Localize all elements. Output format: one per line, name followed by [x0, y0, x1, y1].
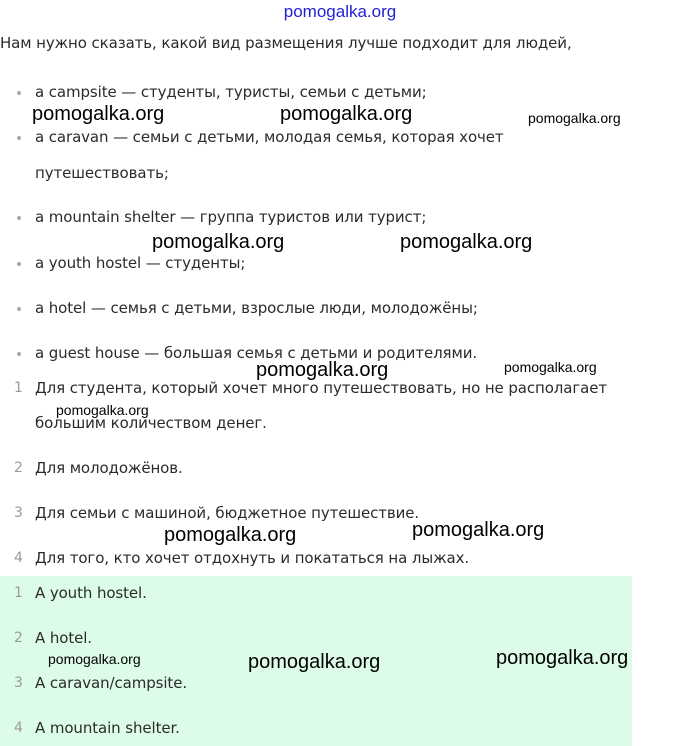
task-number: 1	[14, 380, 23, 396]
answer-number: 3	[14, 675, 23, 691]
bullet-dot	[17, 307, 21, 311]
watermark: pomogalka.org	[400, 231, 533, 253]
watermark: pomogalka.org	[32, 103, 165, 125]
task-text: большим количеством денег.	[35, 414, 267, 432]
bullet-dot	[17, 262, 21, 266]
watermark: pomogalka.org	[48, 651, 141, 667]
bullet-dot	[17, 136, 21, 140]
answer-number: 4	[14, 720, 23, 736]
intro-text: Нам нужно сказать, какой вид размещения лучше подходит для людей,	[0, 34, 572, 52]
list-item-text: a youth hostel — студенты;	[35, 254, 246, 272]
watermark: pomogalka.org	[528, 110, 621, 126]
answer-text: A youth hostel.	[35, 584, 147, 602]
task-number: 3	[14, 505, 23, 521]
task-text: Для студента, который хочет много путешествовать, но не располагает	[35, 379, 608, 397]
watermark: pomogalka.org	[256, 359, 389, 381]
bullet-dot	[17, 352, 21, 356]
answer-text: A caravan/campsite.	[35, 674, 187, 692]
list-item-text: путешествовать;	[35, 164, 169, 182]
bullet-dot	[17, 91, 21, 95]
list-item-text: a hotel — семья с детьми, взрослые люди, молодожёны;	[35, 299, 478, 317]
task-text: Для того, кто хочет отдохнуть и покататься на лыжах.	[35, 549, 470, 567]
watermark: pomogalka.org	[280, 103, 413, 125]
answer-text: A hotel.	[35, 629, 92, 647]
bullet-dot	[17, 216, 21, 220]
task-number: 2	[14, 460, 23, 476]
watermark: pomogalka.org	[56, 402, 149, 418]
watermark: pomogalka.org	[248, 651, 381, 673]
watermark: pomogalka.org	[152, 231, 285, 253]
answer-text: A mountain shelter.	[35, 719, 180, 737]
list-item-text: a caravan — семьи с детьми, молодая семья, которая хочет	[35, 128, 504, 146]
list-item-text: a campsite — студенты, туристы, семьи с детьми;	[35, 83, 427, 101]
watermark: pomogalka.org	[504, 359, 597, 375]
site-header[interactable]: pomogalka.org	[283, 2, 397, 21]
watermark: pomogalka.org	[496, 647, 629, 669]
list-item-text: a mountain shelter — группа туристов или турист;	[35, 208, 427, 226]
task-text: Для молодожёнов.	[35, 459, 183, 477]
answer-number: 1	[14, 585, 23, 601]
task-number: 4	[14, 550, 23, 566]
answer-number: 2	[14, 630, 23, 646]
watermark: pomogalka.org	[164, 524, 297, 546]
list-item-text: a guest house — большая семья с детьми и родителями.	[35, 344, 478, 362]
task-text: Для семьи с машиной, бюджетное путешествие.	[35, 504, 420, 522]
watermark: pomogalka.org	[412, 519, 545, 541]
